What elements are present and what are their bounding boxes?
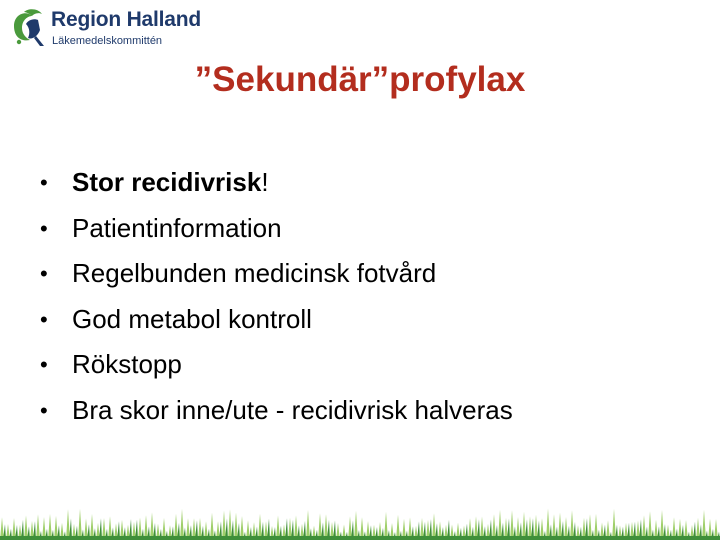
- list-item: [40, 206, 513, 252]
- bullet-text: Rökstopp: [72, 349, 182, 379]
- bullet-icon: •: [40, 261, 48, 286]
- list-item: [40, 342, 513, 388]
- bullet-text: Patientinformation: [72, 212, 282, 243]
- region-halland-logo: [8, 6, 202, 50]
- bullet-bold-text: Stor recidivrisk: [72, 167, 262, 197]
- logo-subtitle: Läkemedelskommittén: [52, 35, 163, 47]
- list-item: [40, 160, 513, 206]
- slide-title: ”Sekundär”profylax: [194, 60, 526, 99]
- bullet-icon: •: [40, 215, 48, 241]
- bullet-text: Bra skor inne/ute - recidivrisk halveras: [72, 394, 513, 425]
- bullet-icon: •: [40, 397, 48, 423]
- logo-name: Region Halland: [51, 8, 202, 31]
- bullet-text: !: [261, 167, 269, 197]
- grass-border-icon: [0, 504, 720, 540]
- bullet-icon: •: [40, 170, 48, 195]
- list-item: [40, 297, 513, 343]
- bullet-icon: •: [40, 352, 48, 377]
- bullet-text: God metabol kontroll: [72, 303, 312, 334]
- bullet-text: Regelbunden medicinsk fotvård: [72, 258, 437, 288]
- bullet-icon: •: [40, 306, 48, 332]
- region-halland-emblem-icon: [8, 6, 48, 48]
- list-item: [40, 388, 513, 434]
- bullet-list: [40, 160, 513, 433]
- list-item: [40, 251, 513, 297]
